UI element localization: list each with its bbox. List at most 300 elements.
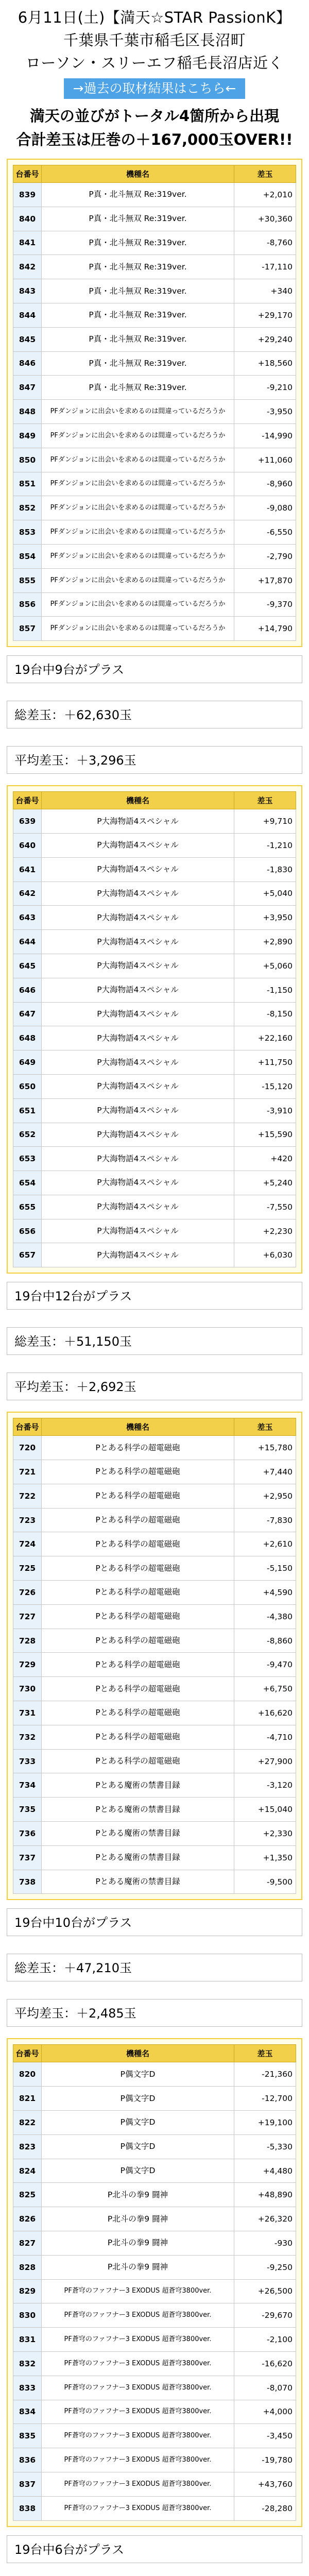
machine-name: PF蒼穹のファフナー3 EXODUS 超蒼穹3800ver.: [42, 2400, 234, 2424]
table-row: [13, 255, 296, 279]
table-row: [13, 2279, 296, 2303]
table-row: [13, 1749, 296, 1773]
ball-difference: +19,100: [234, 2111, 296, 2135]
machine-name: Pとある科学の超電磁砲: [42, 1581, 234, 1605]
table-row: [13, 520, 296, 545]
table-row: [13, 2231, 296, 2256]
machine-number: 847: [13, 376, 42, 400]
ball-difference: +2,890: [234, 930, 296, 954]
ball-difference: +6,750: [234, 1677, 296, 1701]
col-header-diff: 差玉: [234, 792, 296, 809]
machine-number: 843: [13, 279, 42, 303]
machine-number: 720: [13, 1436, 42, 1460]
table-row: [13, 1798, 296, 1822]
machine-name: PF蒼穹のファフナー3 EXODUS 超蒼穹3800ver.: [42, 2328, 234, 2352]
machine-name: Pとある魔術の禁書目録: [42, 1822, 234, 1846]
spacer: [0, 2563, 309, 2576]
machine-number: 851: [13, 472, 42, 496]
ball-difference: -2,100: [234, 2328, 296, 2352]
summary-line: 19台中10台がプラス: [7, 1908, 302, 1936]
ball-difference: +5,040: [234, 882, 296, 906]
machine-number: 736: [13, 1822, 42, 1846]
machine-name: PF蒼穹のファフナー3 EXODUS 超蒼穹3800ver.: [42, 2351, 234, 2376]
machine-number: 853: [13, 520, 42, 545]
machine-number: 826: [13, 2207, 42, 2231]
ball-difference: -1,150: [234, 978, 296, 1002]
machine-name: Pとある科学の超電磁砲: [42, 1556, 234, 1581]
ball-difference: -3,950: [234, 400, 296, 424]
table-row: [13, 2328, 296, 2352]
machine-number: 727: [13, 1604, 42, 1629]
table-row: [13, 2087, 296, 2111]
machine-number: 722: [13, 1484, 42, 1508]
machine-name: P大海物語4スペシャル: [42, 1171, 234, 1195]
machine-number: 821: [13, 2087, 42, 2111]
ball-difference: -8,070: [234, 2376, 296, 2400]
machine-number: 844: [13, 303, 42, 327]
data-table: [13, 2044, 296, 2520]
machine-number: 657: [13, 1243, 42, 1267]
table-row: [13, 1243, 296, 1267]
spacer: [0, 1900, 309, 1908]
machine-number: 838: [13, 2496, 42, 2520]
machine-number: 652: [13, 1123, 42, 1147]
machine-name: PFダンジョンに出会いを求めるのは間違っているだろうか: [42, 400, 234, 424]
ball-difference: -9,500: [234, 1870, 296, 1894]
data-table: [13, 1418, 296, 1894]
machine-name: P大海物語4スペシャル: [42, 1123, 234, 1147]
machine-name: PFダンジョンに出会いを求めるのは間違っているだろうか: [42, 592, 234, 617]
machine-number: 842: [13, 255, 42, 279]
machine-name: Pとある科学の超電磁砲: [42, 1604, 234, 1629]
ball-difference: -9,250: [234, 2255, 296, 2279]
table-row: [13, 906, 296, 930]
col-header-no: 台番号: [13, 792, 42, 809]
machine-number: 644: [13, 930, 42, 954]
machine-name: P大海物語4スペシャル: [42, 1002, 234, 1026]
table-row: [13, 809, 296, 834]
machine-number: 647: [13, 1002, 42, 1026]
ball-difference: +27,900: [234, 1749, 296, 1773]
machine-number: 834: [13, 2400, 42, 2424]
machine-number: 831: [13, 2328, 42, 2352]
machine-name: P北斗の拳9 闘神: [42, 2207, 234, 2231]
machine-name: PF蒼穹のファフナー3 EXODUS 超蒼穹3800ver.: [42, 2448, 234, 2472]
machine-name: Pとある科学の超電磁砲: [42, 1725, 234, 1749]
summary-line: 平均差玉：＋2,485玉: [7, 1999, 302, 2027]
machine-name: P大海物語4スペシャル: [42, 809, 234, 834]
machine-number: 855: [13, 568, 42, 592]
spacer: [0, 2527, 309, 2535]
table-row: [13, 882, 296, 906]
machine-number: 645: [13, 954, 42, 978]
ball-difference: +15,780: [234, 1436, 296, 1460]
machine-name: Pとある科学の超電磁砲: [42, 1532, 234, 1556]
ball-difference: -9,210: [234, 376, 296, 400]
ball-difference: -4,710: [234, 1725, 296, 1749]
machine-name: PFダンジョンに出会いを求めるのは間違っているだろうか: [42, 520, 234, 545]
machine-name: P北斗の拳9 闘神: [42, 2255, 234, 2279]
summary-line: 19台中12台がプラス: [7, 1282, 302, 1310]
machine-number: 839: [13, 183, 42, 207]
machine-number: 846: [13, 351, 42, 376]
table-row: [13, 400, 296, 424]
machine-name: PF蒼穹のファフナー3 EXODUS 超蒼穹3800ver.: [42, 2424, 234, 2448]
col-header-machine: 機種名: [42, 165, 234, 183]
machine-number: 737: [13, 1845, 42, 1870]
table-row: [13, 2111, 296, 2135]
ball-difference: -8,860: [234, 1629, 296, 1653]
table-row: [13, 448, 296, 472]
results-sections: [0, 159, 309, 2576]
ball-difference: -3,910: [234, 1098, 296, 1123]
table-row: [13, 1147, 296, 1171]
ball-difference: +5,240: [234, 1171, 296, 1195]
machine-number: 841: [13, 231, 42, 255]
table-row: [13, 1002, 296, 1026]
table-row: [13, 1653, 296, 1677]
ball-difference: -21,360: [234, 2062, 296, 2087]
ball-difference: +9,710: [234, 809, 296, 834]
machine-number: 651: [13, 1098, 42, 1123]
machine-name: Pとある科学の超電磁砲: [42, 1701, 234, 1725]
table-row: [13, 1870, 296, 1894]
machine-number: 656: [13, 1219, 42, 1243]
machine-name: Pとある科学の超電磁砲: [42, 1484, 234, 1508]
ball-difference: +15,590: [234, 1123, 296, 1147]
ball-difference: -9,370: [234, 592, 296, 617]
machine-number: 734: [13, 1773, 42, 1798]
ball-difference: +26,500: [234, 2279, 296, 2303]
ball-difference: -4,380: [234, 1604, 296, 1629]
machine-name: Pとある科学の超電磁砲: [42, 1749, 234, 1773]
ball-difference: -2,790: [234, 544, 296, 568]
machine-name: Pとある魔術の禁書目録: [42, 1798, 234, 1822]
ball-difference: -9,470: [234, 1653, 296, 1677]
summary-line: 総差玉：＋51,150玉: [7, 1327, 302, 1355]
table-row: [13, 351, 296, 376]
machine-name: P大海物語4スペシャル: [42, 1147, 234, 1171]
ball-difference: +3,950: [234, 906, 296, 930]
col-header-diff: 差玉: [234, 2045, 296, 2062]
machine-name: P真・北斗無双 Re:319ver.: [42, 303, 234, 327]
machine-name: P偶文字D: [42, 2134, 234, 2159]
ball-difference: +7,440: [234, 1460, 296, 1484]
table-row: [13, 1532, 296, 1556]
machine-number: 650: [13, 1074, 42, 1098]
col-header-diff: 差玉: [234, 1418, 296, 1436]
machine-name: Pとある科学の超電磁砲: [42, 1460, 234, 1484]
ball-difference: -9,080: [234, 496, 296, 520]
table-row: [13, 183, 296, 207]
machine-number: 835: [13, 2424, 42, 2448]
ball-difference: +6,030: [234, 1243, 296, 1267]
machine-number: 641: [13, 857, 42, 882]
table-row: [13, 568, 296, 592]
past-results-link[interactable]: →過去の取材結果はこちら←: [64, 78, 246, 99]
machine-number: 649: [13, 1050, 42, 1075]
machine-name: PFダンジョンに出会いを求めるのは間違っているだろうか: [42, 544, 234, 568]
machine-name: Pとある科学の超電磁砲: [42, 1677, 234, 1701]
table-row: [13, 207, 296, 231]
machine-number: 830: [13, 2303, 42, 2328]
machine-name: P大海物語4スペシャル: [42, 1195, 234, 1219]
summary-line: 19台中6台がプラス: [7, 2535, 302, 2563]
machine-name: P大海物語4スペシャル: [42, 1098, 234, 1123]
machine-number: 845: [13, 327, 42, 351]
table-row: [13, 231, 296, 255]
spacer: [0, 1310, 309, 1327]
machine-name: P偶文字D: [42, 2062, 234, 2087]
table-row: [13, 1484, 296, 1508]
machine-name: P真・北斗無双 Re:319ver.: [42, 207, 234, 231]
machine-number: 832: [13, 2351, 42, 2376]
ball-difference: +340: [234, 279, 296, 303]
table-row: [13, 2255, 296, 2279]
ball-difference: -8,960: [234, 472, 296, 496]
table-row: [13, 1508, 296, 1532]
ball-difference: -7,550: [234, 1195, 296, 1219]
machine-name: P真・北斗無双 Re:319ver.: [42, 255, 234, 279]
table-row: [13, 1677, 296, 1701]
table-row: [13, 2448, 296, 2472]
machine-number: 654: [13, 1171, 42, 1195]
machine-name: Pとある科学の超電磁砲: [42, 1629, 234, 1653]
table-row: [13, 2400, 296, 2424]
machine-name: PFダンジョンに出会いを求めるのは間違っているだろうか: [42, 496, 234, 520]
table-row: [13, 472, 296, 496]
machine-number: 733: [13, 1749, 42, 1773]
machine-number: 852: [13, 496, 42, 520]
table-row: [13, 1219, 296, 1243]
table-row: [13, 978, 296, 1002]
table-row: [13, 2496, 296, 2520]
summary-line: 平均差玉：＋2,692玉: [7, 1372, 302, 1400]
machine-number: 653: [13, 1147, 42, 1171]
machine-name: PFダンジョンに出会いを求めるのは間違っているだろうか: [42, 472, 234, 496]
table-row: [13, 617, 296, 641]
machine-number: 731: [13, 1701, 42, 1725]
ball-difference: -1,830: [234, 857, 296, 882]
ball-difference: +29,170: [234, 303, 296, 327]
machine-name: P真・北斗無双 Re:319ver.: [42, 183, 234, 207]
ball-difference: -5,330: [234, 2134, 296, 2159]
ball-difference: -17,110: [234, 255, 296, 279]
machine-name: PFダンジョンに出会いを求めるのは間違っているだろうか: [42, 568, 234, 592]
ball-difference: +2,950: [234, 1484, 296, 1508]
col-header-machine: 機種名: [42, 792, 234, 809]
ball-difference: +5,060: [234, 954, 296, 978]
table-row: [13, 2472, 296, 2496]
machine-number: 725: [13, 1556, 42, 1581]
ball-difference: -16,620: [234, 2351, 296, 2376]
machine-name: PF蒼穹のファフナー3 EXODUS 超蒼穹3800ver.: [42, 2472, 234, 2496]
col-header-diff: 差玉: [234, 165, 296, 183]
table-row: [13, 1604, 296, 1629]
machine-name: P大海物語4スペシャル: [42, 1219, 234, 1243]
ball-difference: -3,120: [234, 1773, 296, 1798]
machine-name: P大海物語4スペシャル: [42, 906, 234, 930]
data-table: [13, 165, 296, 641]
machine-name: P偶文字D: [42, 2111, 234, 2135]
machine-name: PFダンジョンに出会いを求めるのは間違っているだろうか: [42, 617, 234, 641]
ball-difference: +2,230: [234, 1219, 296, 1243]
ball-difference: +26,320: [234, 2207, 296, 2231]
ball-difference: +22,160: [234, 1026, 296, 1050]
headline-2: 合計差玉は圧巻の＋167,000玉OVER!!: [16, 131, 293, 148]
ball-difference: +17,870: [234, 568, 296, 592]
table-row: [13, 1436, 296, 1460]
table-row: [13, 2134, 296, 2159]
table-row: [13, 2062, 296, 2087]
headline-1: 満天の並びがトータル4箇所から出現: [29, 107, 280, 125]
table-row: [13, 1701, 296, 1725]
table-row: [13, 857, 296, 882]
machine-name: Pとある魔術の禁書目録: [42, 1845, 234, 1870]
machine-name: P大海物語4スペシャル: [42, 1026, 234, 1050]
machine-number: 639: [13, 809, 42, 834]
ball-difference: +48,890: [234, 2183, 296, 2207]
table-row: [13, 2376, 296, 2400]
ball-difference: +4,480: [234, 2159, 296, 2183]
table-row: [13, 303, 296, 327]
ball-difference: -12,700: [234, 2087, 296, 2111]
table-row: [13, 279, 296, 303]
spacer: [0, 1355, 309, 1372]
machine-number: 850: [13, 448, 42, 472]
machine-name: PF蒼穹のファフナー3 EXODUS 超蒼穹3800ver.: [42, 2376, 234, 2400]
machine-number: 723: [13, 1508, 42, 1532]
machine-number: 732: [13, 1725, 42, 1749]
machine-name: P北斗の拳9 闘神: [42, 2183, 234, 2207]
spacer: [0, 1936, 309, 1954]
machine-name: P大海物語4スペシャル: [42, 857, 234, 882]
machine-number: 849: [13, 423, 42, 448]
col-header-machine: 機種名: [42, 2045, 234, 2062]
machine-number: 840: [13, 207, 42, 231]
result-table-2: [7, 785, 302, 1274]
spacer: [0, 683, 309, 701]
machine-name: PF蒼穹のファフナー3 EXODUS 超蒼穹3800ver.: [42, 2303, 234, 2328]
machine-name: P大海物語4スペシャル: [42, 978, 234, 1002]
store-landmark: ローソン・スリーエフ稲毛長沼店近く: [25, 54, 284, 72]
table-row: [13, 1123, 296, 1147]
machine-number: 833: [13, 2376, 42, 2400]
col-header-machine: 機種名: [42, 1418, 234, 1436]
machine-name: PF蒼穹のファフナー3 EXODUS 超蒼穹3800ver.: [42, 2496, 234, 2520]
table-row: [13, 2159, 296, 2183]
col-header-no: 台番号: [13, 1418, 42, 1436]
ball-difference: +1,350: [234, 1845, 296, 1870]
machine-number: 848: [13, 400, 42, 424]
machine-name: Pとある科学の超電磁砲: [42, 1508, 234, 1532]
machine-number: 823: [13, 2134, 42, 2159]
col-header-no: 台番号: [13, 2045, 42, 2062]
table-row: [13, 2183, 296, 2207]
machine-name: Pとある科学の超電磁砲: [42, 1653, 234, 1677]
table-row: [13, 1822, 296, 1846]
table-row: [13, 1460, 296, 1484]
ball-difference: +11,060: [234, 448, 296, 472]
machine-number: 829: [13, 2279, 42, 2303]
machine-number: 646: [13, 978, 42, 1002]
table-row: [13, 1725, 296, 1749]
col-header-no: 台番号: [13, 165, 42, 183]
machine-name: P真・北斗無双 Re:319ver.: [42, 376, 234, 400]
spacer: [0, 1274, 309, 1282]
table-row: [13, 2207, 296, 2231]
machine-number: 836: [13, 2448, 42, 2472]
machine-name: P真・北斗無双 Re:319ver.: [42, 351, 234, 376]
machine-number: 724: [13, 1532, 42, 1556]
table-row: [13, 954, 296, 978]
table-row: [13, 1581, 296, 1605]
ball-difference: -8,760: [234, 231, 296, 255]
machine-name: P大海物語4スペシャル: [42, 930, 234, 954]
spacer: [0, 1981, 309, 1999]
ball-difference: -5,150: [234, 1556, 296, 1581]
result-table-4: [7, 2038, 302, 2527]
machine-name: P大海物語4スペシャル: [42, 1050, 234, 1075]
machine-number: 728: [13, 1629, 42, 1653]
table-row: [13, 1556, 296, 1581]
table-row: [13, 833, 296, 857]
machine-number: 726: [13, 1581, 42, 1605]
machine-number: 735: [13, 1798, 42, 1822]
machine-number: 837: [13, 2472, 42, 2496]
ball-difference: -930: [234, 2231, 296, 2256]
table-row: [13, 376, 296, 400]
ball-difference: +4,590: [234, 1581, 296, 1605]
table-row: [13, 2303, 296, 2328]
machine-name: Pとある魔術の禁書目録: [42, 1870, 234, 1894]
machine-name: Pとある科学の超電磁砲: [42, 1436, 234, 1460]
ball-difference: +18,560: [234, 351, 296, 376]
table-row: [13, 423, 296, 448]
result-table-3: [7, 1412, 302, 1900]
report-header: [0, 0, 309, 151]
table-row: [13, 1074, 296, 1098]
ball-difference: +11,750: [234, 1050, 296, 1075]
machine-number: 642: [13, 882, 42, 906]
summary-line: 総差玉：＋47,210玉: [7, 1954, 302, 1981]
ball-difference: +4,000: [234, 2400, 296, 2424]
table-row: [13, 1195, 296, 1219]
machine-name: P真・北斗無双 Re:319ver.: [42, 231, 234, 255]
machine-number: 721: [13, 1460, 42, 1484]
machine-name: P大海物語4スペシャル: [42, 1074, 234, 1098]
ball-difference: +29,240: [234, 327, 296, 351]
ball-difference: -3,450: [234, 2424, 296, 2448]
ball-difference: +2,010: [234, 183, 296, 207]
machine-number: 729: [13, 1653, 42, 1677]
machine-number: 822: [13, 2111, 42, 2135]
table-row: [13, 327, 296, 351]
machine-name: P大海物語4スペシャル: [42, 882, 234, 906]
ball-difference: -6,550: [234, 520, 296, 545]
machine-number: 827: [13, 2231, 42, 2256]
machine-name: P大海物語4スペシャル: [42, 833, 234, 857]
ball-difference: -1,210: [234, 833, 296, 857]
table-row: [13, 930, 296, 954]
machine-number: 825: [13, 2183, 42, 2207]
ball-difference: -19,780: [234, 2448, 296, 2472]
table-row: [13, 1845, 296, 1870]
machine-number: 648: [13, 1026, 42, 1050]
table-row: [13, 496, 296, 520]
spacer: [0, 647, 309, 655]
table-row: [13, 592, 296, 617]
